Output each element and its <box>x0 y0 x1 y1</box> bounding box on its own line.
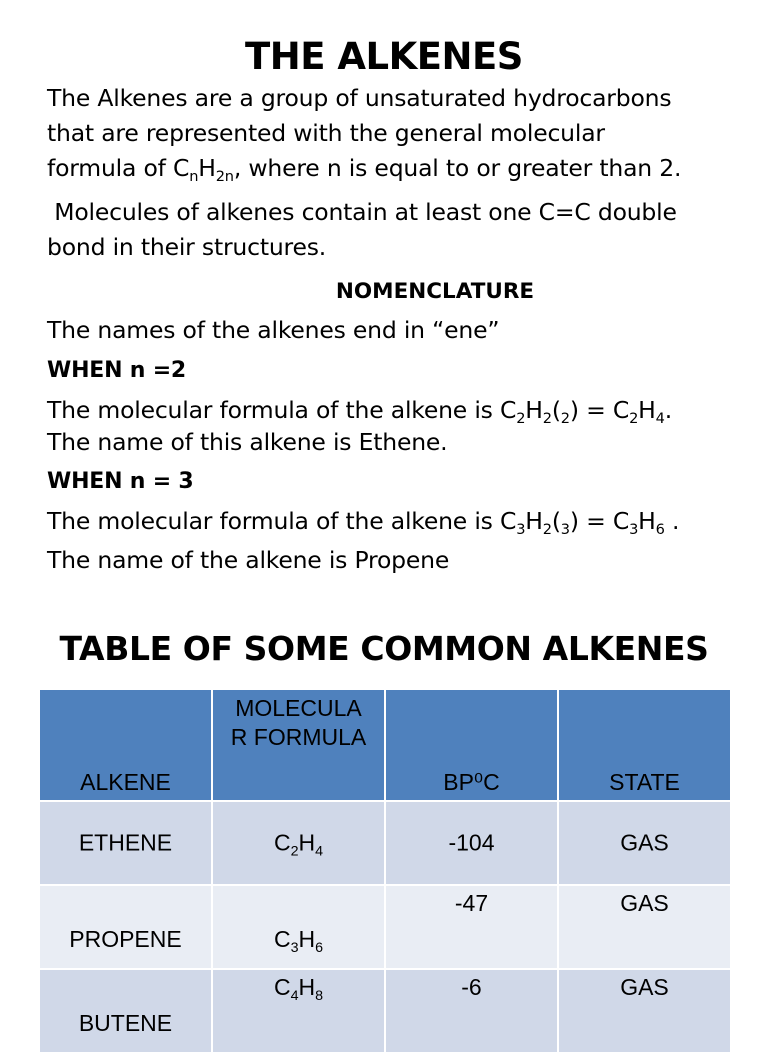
case3-formula: The molecular formula of the alkene is $C_3H_2(_3) = C_3H_6$ . <box>47 507 680 539</box>
cell-state: GAS <box>558 801 731 885</box>
header-state: STATE <box>558 689 731 801</box>
cell-state: GAS <box>558 969 731 1053</box>
nomenclature-heading: NOMENCLATURE <box>335 279 535 304</box>
cell-state: GAS <box>558 885 731 969</box>
header-alkene: ALKENE <box>39 689 212 801</box>
cell-bp: -6 <box>385 969 558 1053</box>
cell-name: PROPENE <box>39 885 212 969</box>
intro-line-2: that are represented with the general molecular <box>47 119 605 147</box>
table-row <box>39 885 731 969</box>
cell-formula: $C_2H_4$ <box>212 801 385 885</box>
cell-name: BUTENE <box>39 969 212 1053</box>
header-bp: BP⁰C <box>385 689 558 801</box>
table-row <box>39 801 731 885</box>
table-header-row <box>39 689 731 801</box>
table-title: TABLE OF SOME COMMON ALKENES <box>59 629 709 668</box>
table-row <box>39 969 731 1053</box>
alkenes-table <box>38 688 732 1054</box>
cell-formula: $C_3H_6$ <box>212 885 385 969</box>
intro-line-1: The Alkenes are a group of unsaturated hydrocarbons <box>47 84 672 112</box>
nomenclature-rule: The names of the alkenes end in “ene” <box>47 316 500 344</box>
cell-bp: -104 <box>385 801 558 885</box>
case2-name: The name of this alkene is Ethene. <box>47 428 448 456</box>
cell-formula: $C_4H_8$ <box>212 969 385 1053</box>
case2-heading: WHEN n =2 <box>47 358 187 383</box>
header-formula: MOLECULA R FORMULA <box>212 689 385 801</box>
case3-name: The name of the alkene is Propene <box>47 546 450 574</box>
page-title: THE ALKENES <box>245 35 523 78</box>
case2-formula: The molecular formula of the alkene is $C_2H_2(_2) = C_2H_4$. <box>47 396 673 428</box>
case3-heading: WHEN n = 3 <box>47 469 194 494</box>
intro-line-4: Molecules of alkenes contain at least one C=C double <box>47 198 677 226</box>
cell-name: ETHENE <box>39 801 212 885</box>
intro-line-5: bond in their structures. <box>47 233 327 261</box>
cell-bp: -47 <box>385 885 558 969</box>
intro-line-3: formula of $C_nH_{2n}$, where n is equal to or greater than 2. <box>47 154 682 186</box>
